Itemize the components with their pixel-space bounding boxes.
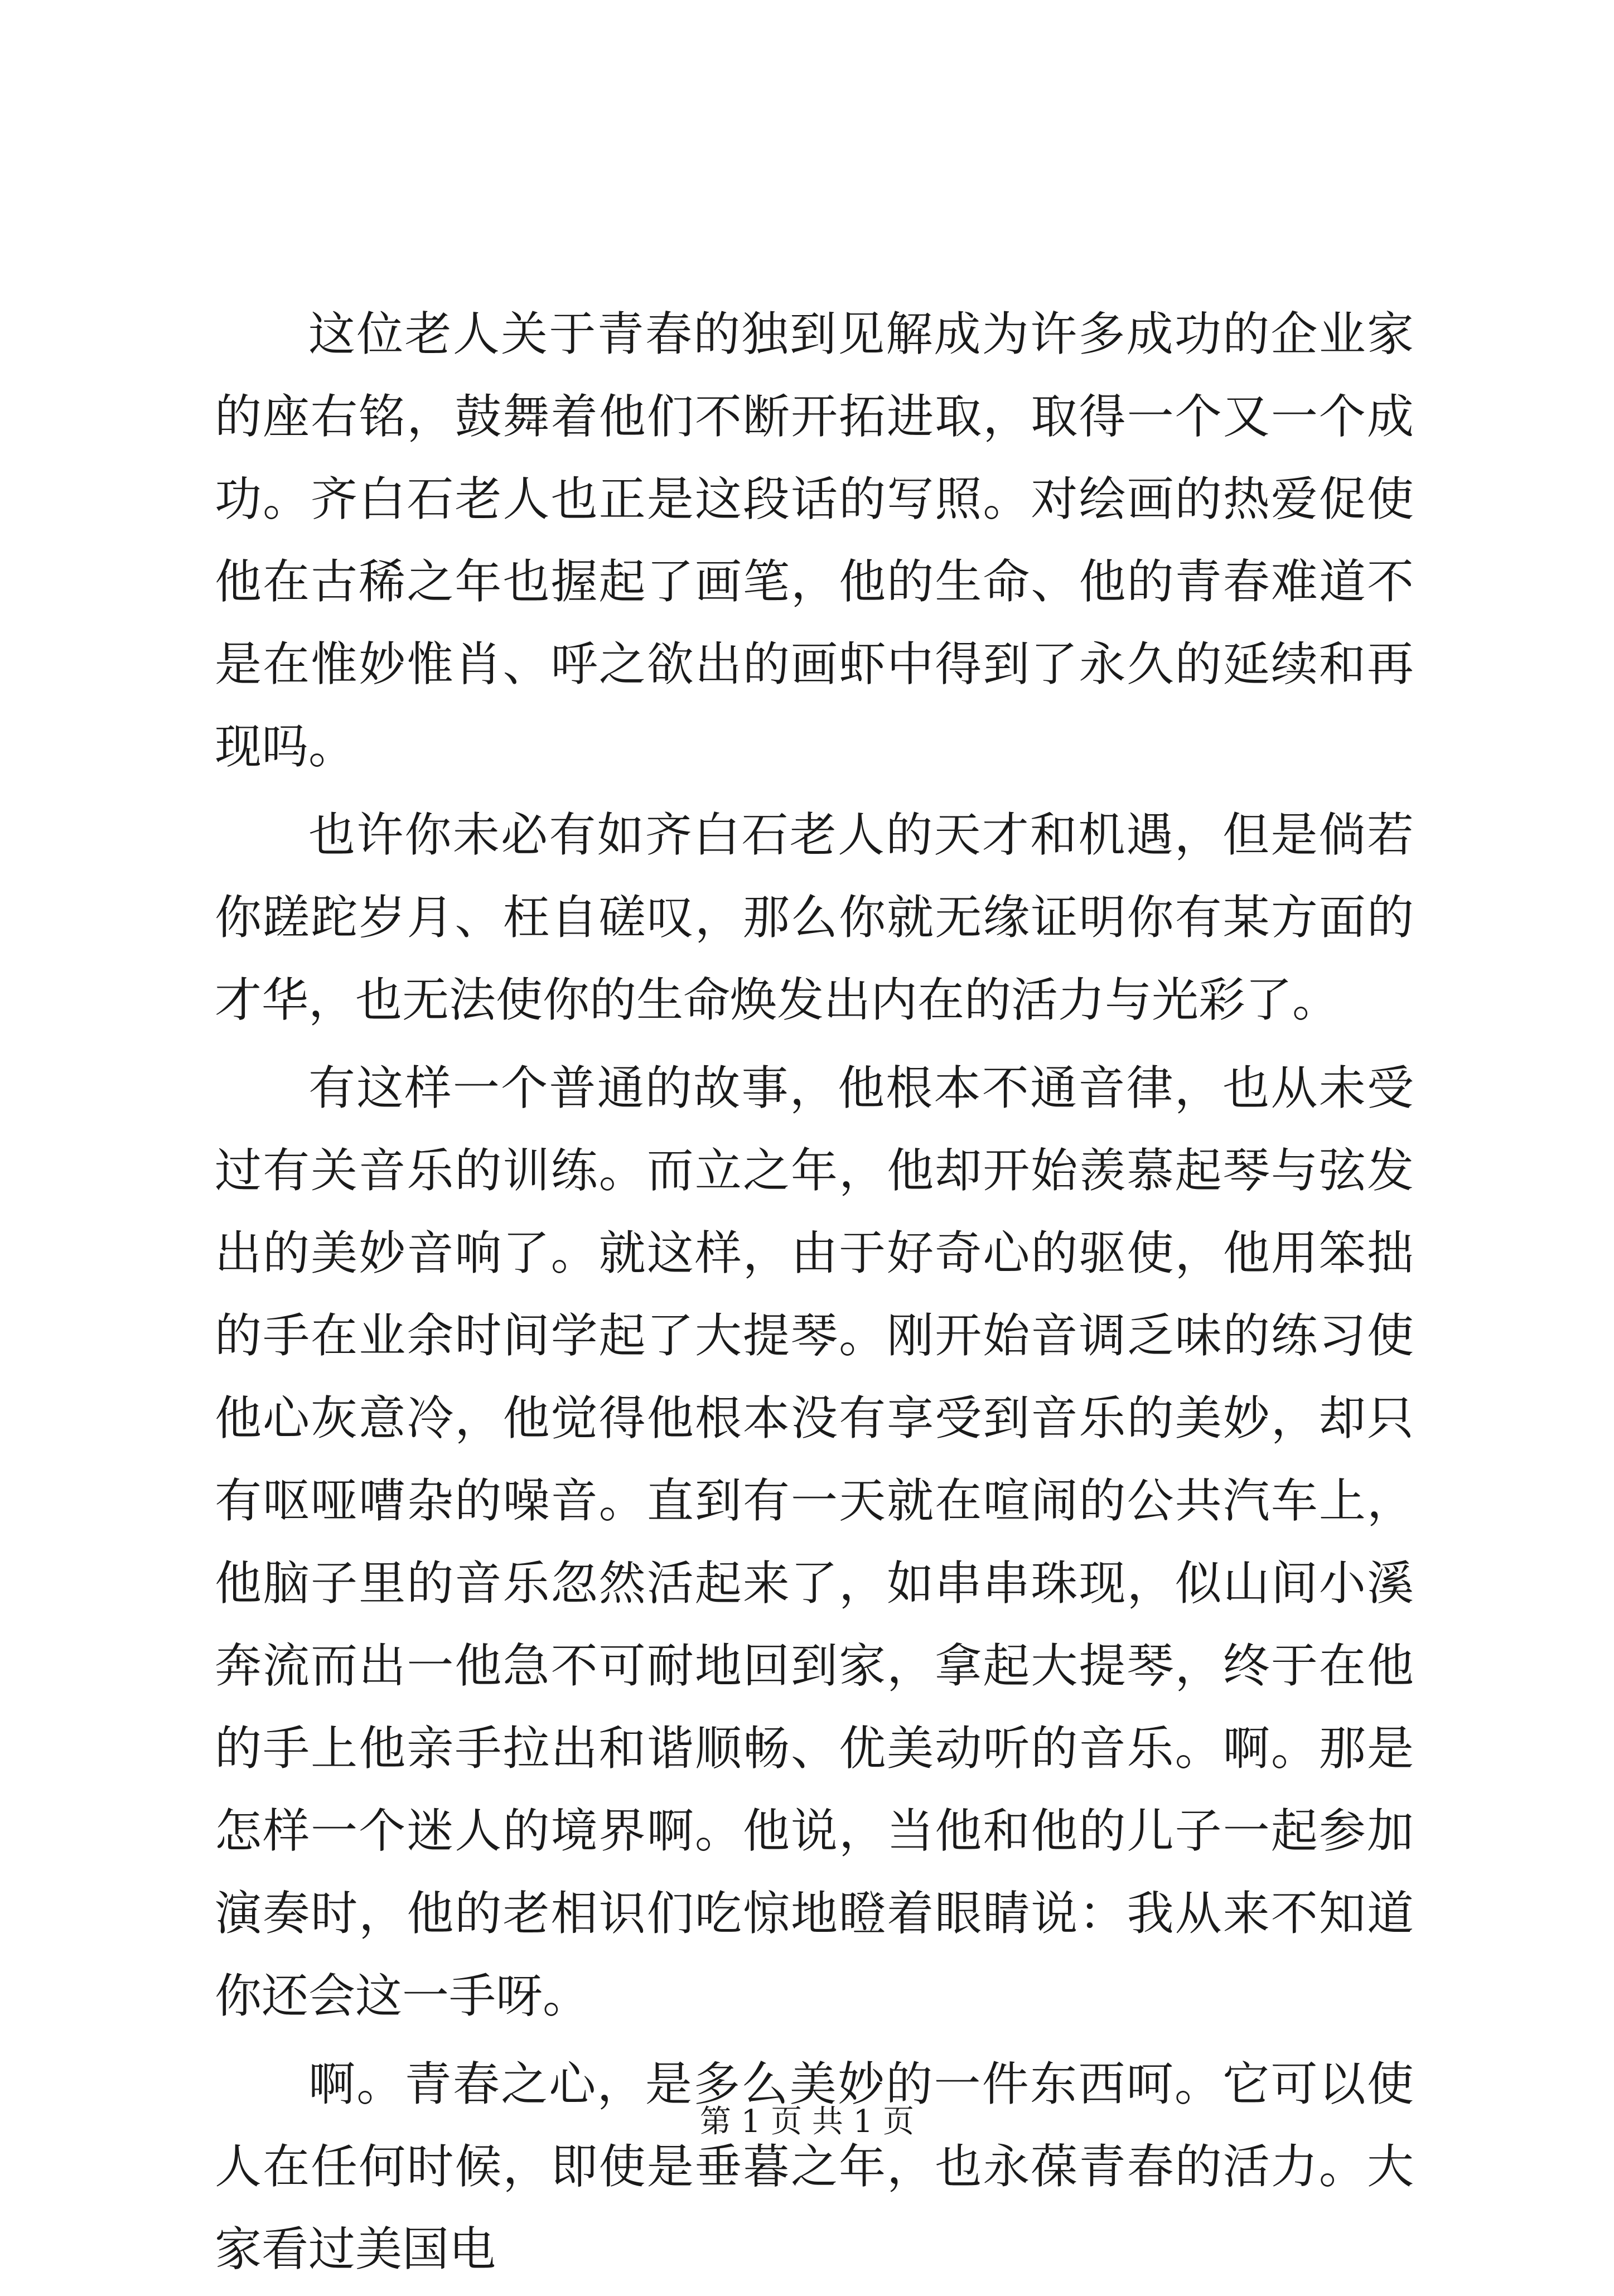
page-footer: 第 1 页 共 1 页 (699, 2104, 915, 2140)
paragraph-3: 有这样一个普通的故事，他根本不通音律，也从未受过有关音乐的训练。而立之年，他却开始羡慕起琴与弦发出的美妙音响了。就这样，由于好奇心的驱使，他用笨拙的手在业余时间学起了大提琴。刚开始音调乏味的练习使他心灰意冷，他觉得他根本没有享受到音乐的美妙，却只有呕哑嘈杂的噪音。直到有一天就在喧闹的公共汽车上，他脑子里的音乐忽然活起来了，如串串珠现，似山间小溪奔流而出一他急不可耐地回到家，拿起大提琴，终于在他的手上他亲手拉出和谐顺畅、优美动听的音乐。啊。那是怎样一个迷人的境界啊。他说，当他和他的儿子一起参加演奏时，他的老相识们吃惊地瞪着眼睛说：我从来不知道你还会这一手呀。 (215, 1061, 1414, 2023)
paragraph-1: 这位老人关于青春的独到见解成为许多成功的企业家的座右铭，鼓舞着他们不断开拓进取，取得一个又一个成功。齐白石老人也正是这段话的写照。对绘画的热爱促使他在古稀之年也握起了画笔，他的生命、他的青春难道不是在惟妙惟肖、呼之欲出的画虾中得到了永久的延续和再现吗。 (215, 307, 1414, 774)
paragraph-4: 啊。青春之心，是多么美妙的一件东西呵。它可以使人在任何时候，即使是垂暮之年，也永葆青春的活力。大家看过美国电 (215, 2057, 1414, 2276)
document-body (215, 293, 1414, 2296)
paragraph-2: 也许你未必有如齐白石老人的天才和机遇，但是倘若你蹉跎岁月、枉自磋叹，那么你就无缘证明你有某方面的才华，也无法使你的生命焕发出内在的活力与光彩了。 (215, 808, 1414, 1027)
